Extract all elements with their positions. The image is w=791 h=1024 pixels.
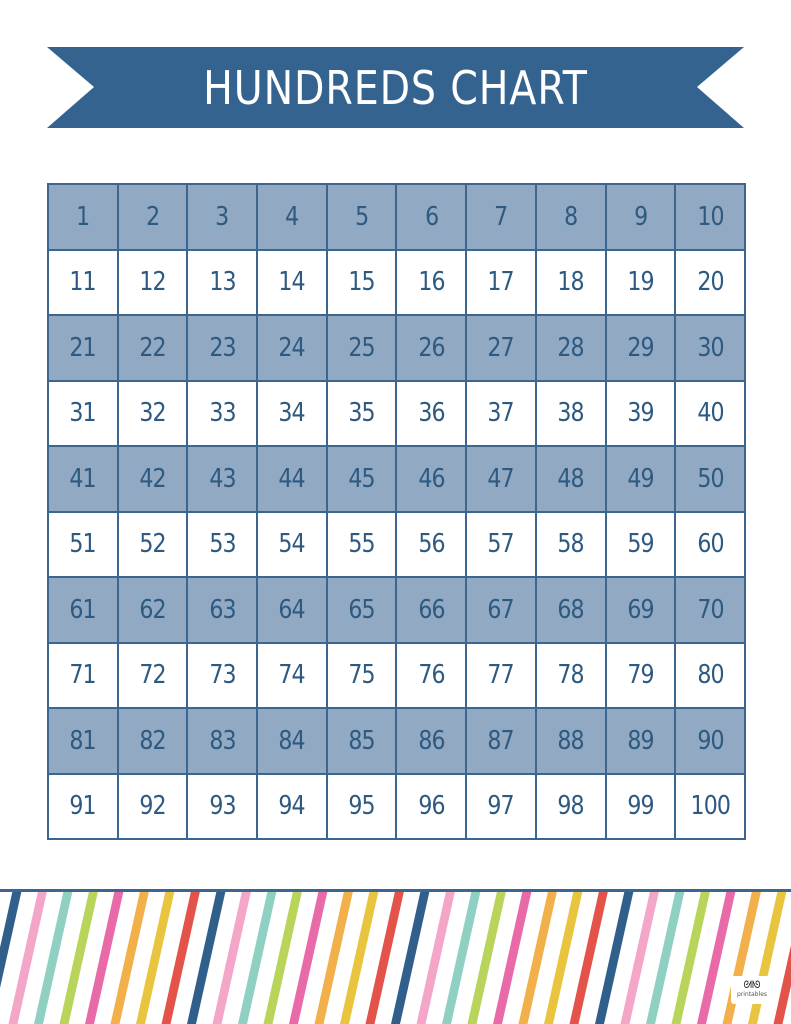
grid-number: 55 xyxy=(348,529,375,560)
grid-cell xyxy=(119,251,187,315)
grid-cell xyxy=(258,513,326,577)
grid-number: 78 xyxy=(557,660,584,691)
grid-number: 60 xyxy=(696,529,724,560)
grid-number: 87 xyxy=(487,725,515,756)
grid-cell xyxy=(676,382,744,446)
grid-number: 23 xyxy=(209,332,236,363)
grid-number: 54 xyxy=(278,529,306,560)
grid-cell xyxy=(607,447,675,511)
grid-cell xyxy=(328,709,396,773)
grid-number: 15 xyxy=(348,267,375,298)
grid-number: 10 xyxy=(696,201,724,232)
grid-cell xyxy=(397,447,465,511)
grid-number: 35 xyxy=(348,398,375,429)
grid-number: 45 xyxy=(348,463,375,494)
grid-number: 56 xyxy=(418,529,445,560)
grid-cell xyxy=(49,382,117,446)
grid-cell xyxy=(328,644,396,708)
grid-cell xyxy=(537,513,605,577)
grid-cell xyxy=(537,775,605,839)
grid-cell xyxy=(49,447,117,511)
grid-cell xyxy=(188,251,256,315)
grid-number: 34 xyxy=(278,398,306,429)
grid-number: 50 xyxy=(696,463,724,494)
grid-cell xyxy=(119,578,187,642)
grid-number: 46 xyxy=(418,463,445,494)
grid-cell xyxy=(537,447,605,511)
grid-cell xyxy=(607,775,675,839)
grid-cell xyxy=(676,709,744,773)
grid-cell xyxy=(467,513,535,577)
grid-number: 49 xyxy=(627,463,654,494)
grid-number: 58 xyxy=(557,529,584,560)
grid-number: 31 xyxy=(69,398,97,429)
grid-number: 18 xyxy=(557,267,584,298)
grid-cell xyxy=(676,644,744,708)
grid-cell xyxy=(676,447,744,511)
grid-cell xyxy=(49,513,117,577)
grid-cell xyxy=(467,775,535,839)
grid-number: 70 xyxy=(696,594,724,625)
grid-cell xyxy=(676,185,744,249)
grid-number: 9 xyxy=(633,201,648,232)
grid-number: 89 xyxy=(627,725,654,756)
grid-cell xyxy=(328,251,396,315)
grid-cell xyxy=(676,251,744,315)
grid-cell xyxy=(537,709,605,773)
grid-cell xyxy=(537,644,605,708)
grid-number: 27 xyxy=(487,332,515,363)
grid-number: 86 xyxy=(418,725,445,756)
grid-number: 92 xyxy=(139,791,166,822)
grid-number: 8 xyxy=(564,201,578,232)
grid-number: 88 xyxy=(557,725,584,756)
grid-number: 68 xyxy=(557,594,584,625)
grid-cell xyxy=(397,513,465,577)
grid-cell xyxy=(188,578,256,642)
grid-cell xyxy=(607,185,675,249)
title-banner xyxy=(0,0,791,140)
grid-cell xyxy=(676,775,744,839)
grid-cell xyxy=(49,316,117,380)
grid-number: 43 xyxy=(209,463,236,494)
grid-number: 84 xyxy=(278,725,306,756)
grid-number: 53 xyxy=(209,529,236,560)
grid-cell xyxy=(188,382,256,446)
grid-number: 97 xyxy=(487,791,515,822)
grid-cell xyxy=(607,644,675,708)
grid-cell xyxy=(467,709,535,773)
grid-cell xyxy=(258,316,326,380)
grid-number: 14 xyxy=(278,267,306,298)
grid-cell xyxy=(467,185,535,249)
grid-number: 74 xyxy=(278,660,306,691)
grid-number: 93 xyxy=(209,791,236,822)
grid-number: 24 xyxy=(278,332,306,363)
grid-number: 12 xyxy=(139,267,166,298)
grid-number: 64 xyxy=(278,594,306,625)
grid-cell xyxy=(467,578,535,642)
grid-cell xyxy=(188,513,256,577)
grid-cell xyxy=(258,578,326,642)
grid-number: 83 xyxy=(209,725,236,756)
striped-footer xyxy=(0,889,791,1024)
page-title: HUNDREDS CHART xyxy=(203,61,588,115)
grid-number: 72 xyxy=(139,660,166,691)
grid-number: 44 xyxy=(278,463,306,494)
grid-cell xyxy=(537,316,605,380)
grid-number: 98 xyxy=(557,791,584,822)
grid-cell xyxy=(328,578,396,642)
grid-number: 57 xyxy=(487,529,515,560)
grid-number: 61 xyxy=(69,594,97,625)
grid-number: 59 xyxy=(627,529,654,560)
grid-number: 82 xyxy=(139,725,166,756)
grid-number: 76 xyxy=(418,660,445,691)
grid-cell xyxy=(397,251,465,315)
grid-cell xyxy=(258,251,326,315)
grid-cell xyxy=(119,709,187,773)
grid-cell xyxy=(119,316,187,380)
grid-cell xyxy=(328,316,396,380)
grid-number: 77 xyxy=(487,660,515,691)
grid-cell xyxy=(188,644,256,708)
grid-number: 17 xyxy=(487,267,515,298)
grid-number: 100 xyxy=(690,791,730,822)
grid-cell xyxy=(119,644,187,708)
grid-number: 33 xyxy=(209,398,236,429)
grid-number: 36 xyxy=(418,398,445,429)
grid-number: 40 xyxy=(696,398,724,429)
grid-cell xyxy=(119,185,187,249)
grid-number: 51 xyxy=(69,529,97,560)
grid-number: 13 xyxy=(209,267,236,298)
bunny-ears-icon: ᘛᘚ xyxy=(743,980,761,991)
grid-number: 52 xyxy=(139,529,166,560)
grid-cell xyxy=(537,185,605,249)
grid-cell xyxy=(188,316,256,380)
grid-number: 1 xyxy=(76,201,90,232)
grid-cell xyxy=(397,382,465,446)
grid-cell xyxy=(397,775,465,839)
grid-cell xyxy=(676,578,744,642)
grid-number: 90 xyxy=(696,725,724,756)
grid-number: 47 xyxy=(487,463,515,494)
grid-number: 63 xyxy=(209,594,236,625)
grid-cell xyxy=(328,447,396,511)
grid-cell xyxy=(188,447,256,511)
grid-number: 73 xyxy=(209,660,236,691)
grid-cell xyxy=(397,709,465,773)
grid-cell xyxy=(188,709,256,773)
grid-cell xyxy=(328,775,396,839)
grid-number: 75 xyxy=(348,660,375,691)
grid-number: 85 xyxy=(348,725,375,756)
grid-number: 37 xyxy=(487,398,515,429)
grid-number: 32 xyxy=(139,398,166,429)
printables-logo xyxy=(731,976,773,1004)
grid-number: 95 xyxy=(348,791,375,822)
grid-number: 94 xyxy=(278,791,306,822)
grid-number: 4 xyxy=(285,201,299,232)
grid-number: 39 xyxy=(627,398,654,429)
grid-number: 5 xyxy=(355,201,369,232)
grid-number: 66 xyxy=(418,594,445,625)
grid-cell xyxy=(328,185,396,249)
grid-cell xyxy=(467,251,535,315)
logo-text: printables xyxy=(736,991,768,998)
grid-cell xyxy=(188,185,256,249)
grid-cell xyxy=(258,382,326,446)
grid-number: 41 xyxy=(69,463,97,494)
grid-cell xyxy=(49,185,117,249)
grid-cell xyxy=(467,316,535,380)
grid-number: 62 xyxy=(139,594,166,625)
grid-cell xyxy=(258,185,326,249)
grid-cell xyxy=(258,775,326,839)
grid-cell xyxy=(676,513,744,577)
grid-cell xyxy=(328,513,396,577)
grid-cell xyxy=(49,644,117,708)
hundreds-grid xyxy=(47,183,746,840)
grid-number: 7 xyxy=(494,201,508,232)
grid-number: 48 xyxy=(557,463,584,494)
grid-cell xyxy=(49,251,117,315)
grid-cell xyxy=(537,578,605,642)
grid-number: 11 xyxy=(69,267,97,298)
grid-cell xyxy=(467,447,535,511)
grid-number: 80 xyxy=(696,660,724,691)
grid-cell xyxy=(607,709,675,773)
grid-cell xyxy=(607,513,675,577)
grid-number: 6 xyxy=(424,201,438,232)
grid-number: 21 xyxy=(69,332,97,363)
grid-cell xyxy=(397,644,465,708)
grid-number: 69 xyxy=(627,594,654,625)
grid-cell xyxy=(49,578,117,642)
grid-number: 29 xyxy=(627,332,654,363)
grid-cell xyxy=(397,578,465,642)
grid-number: 28 xyxy=(557,332,584,363)
grid-cell xyxy=(119,775,187,839)
grid-cell xyxy=(607,251,675,315)
grid-number: 38 xyxy=(557,398,584,429)
grid-number: 91 xyxy=(69,791,97,822)
grid-number: 3 xyxy=(215,201,229,232)
grid-number: 26 xyxy=(418,332,445,363)
grid-number: 22 xyxy=(139,332,166,363)
grid-cell xyxy=(119,447,187,511)
grid-cell xyxy=(258,644,326,708)
grid-number: 96 xyxy=(418,791,445,822)
grid-cell xyxy=(676,316,744,380)
grid-cell xyxy=(258,447,326,511)
grid-cell xyxy=(119,513,187,577)
grid-number: 71 xyxy=(69,660,97,691)
grid-cell xyxy=(119,382,187,446)
grid-number: 65 xyxy=(348,594,375,625)
grid-number: 2 xyxy=(145,201,160,232)
footer-divider xyxy=(0,889,791,892)
grid-cell xyxy=(607,316,675,380)
grid-number: 25 xyxy=(348,332,375,363)
grid-cell xyxy=(397,185,465,249)
grid-number: 16 xyxy=(418,267,445,298)
grid-number: 99 xyxy=(627,791,654,822)
grid-number: 79 xyxy=(627,660,654,691)
grid-number: 67 xyxy=(487,594,515,625)
grid-cell xyxy=(537,251,605,315)
grid-cell xyxy=(607,382,675,446)
grid-number: 42 xyxy=(139,463,166,494)
grid-cell xyxy=(49,709,117,773)
grid-cell xyxy=(258,709,326,773)
grid-cell xyxy=(328,382,396,446)
grid-number: 19 xyxy=(627,267,654,298)
grid-number: 81 xyxy=(69,725,97,756)
grid-cell xyxy=(397,316,465,380)
grid-cell xyxy=(467,644,535,708)
grid-number: 20 xyxy=(696,267,724,298)
grid-cell xyxy=(537,382,605,446)
grid-number: 30 xyxy=(696,332,724,363)
grid-cell xyxy=(49,775,117,839)
grid-cell xyxy=(467,382,535,446)
grid-cell xyxy=(188,775,256,839)
grid-cell xyxy=(607,578,675,642)
